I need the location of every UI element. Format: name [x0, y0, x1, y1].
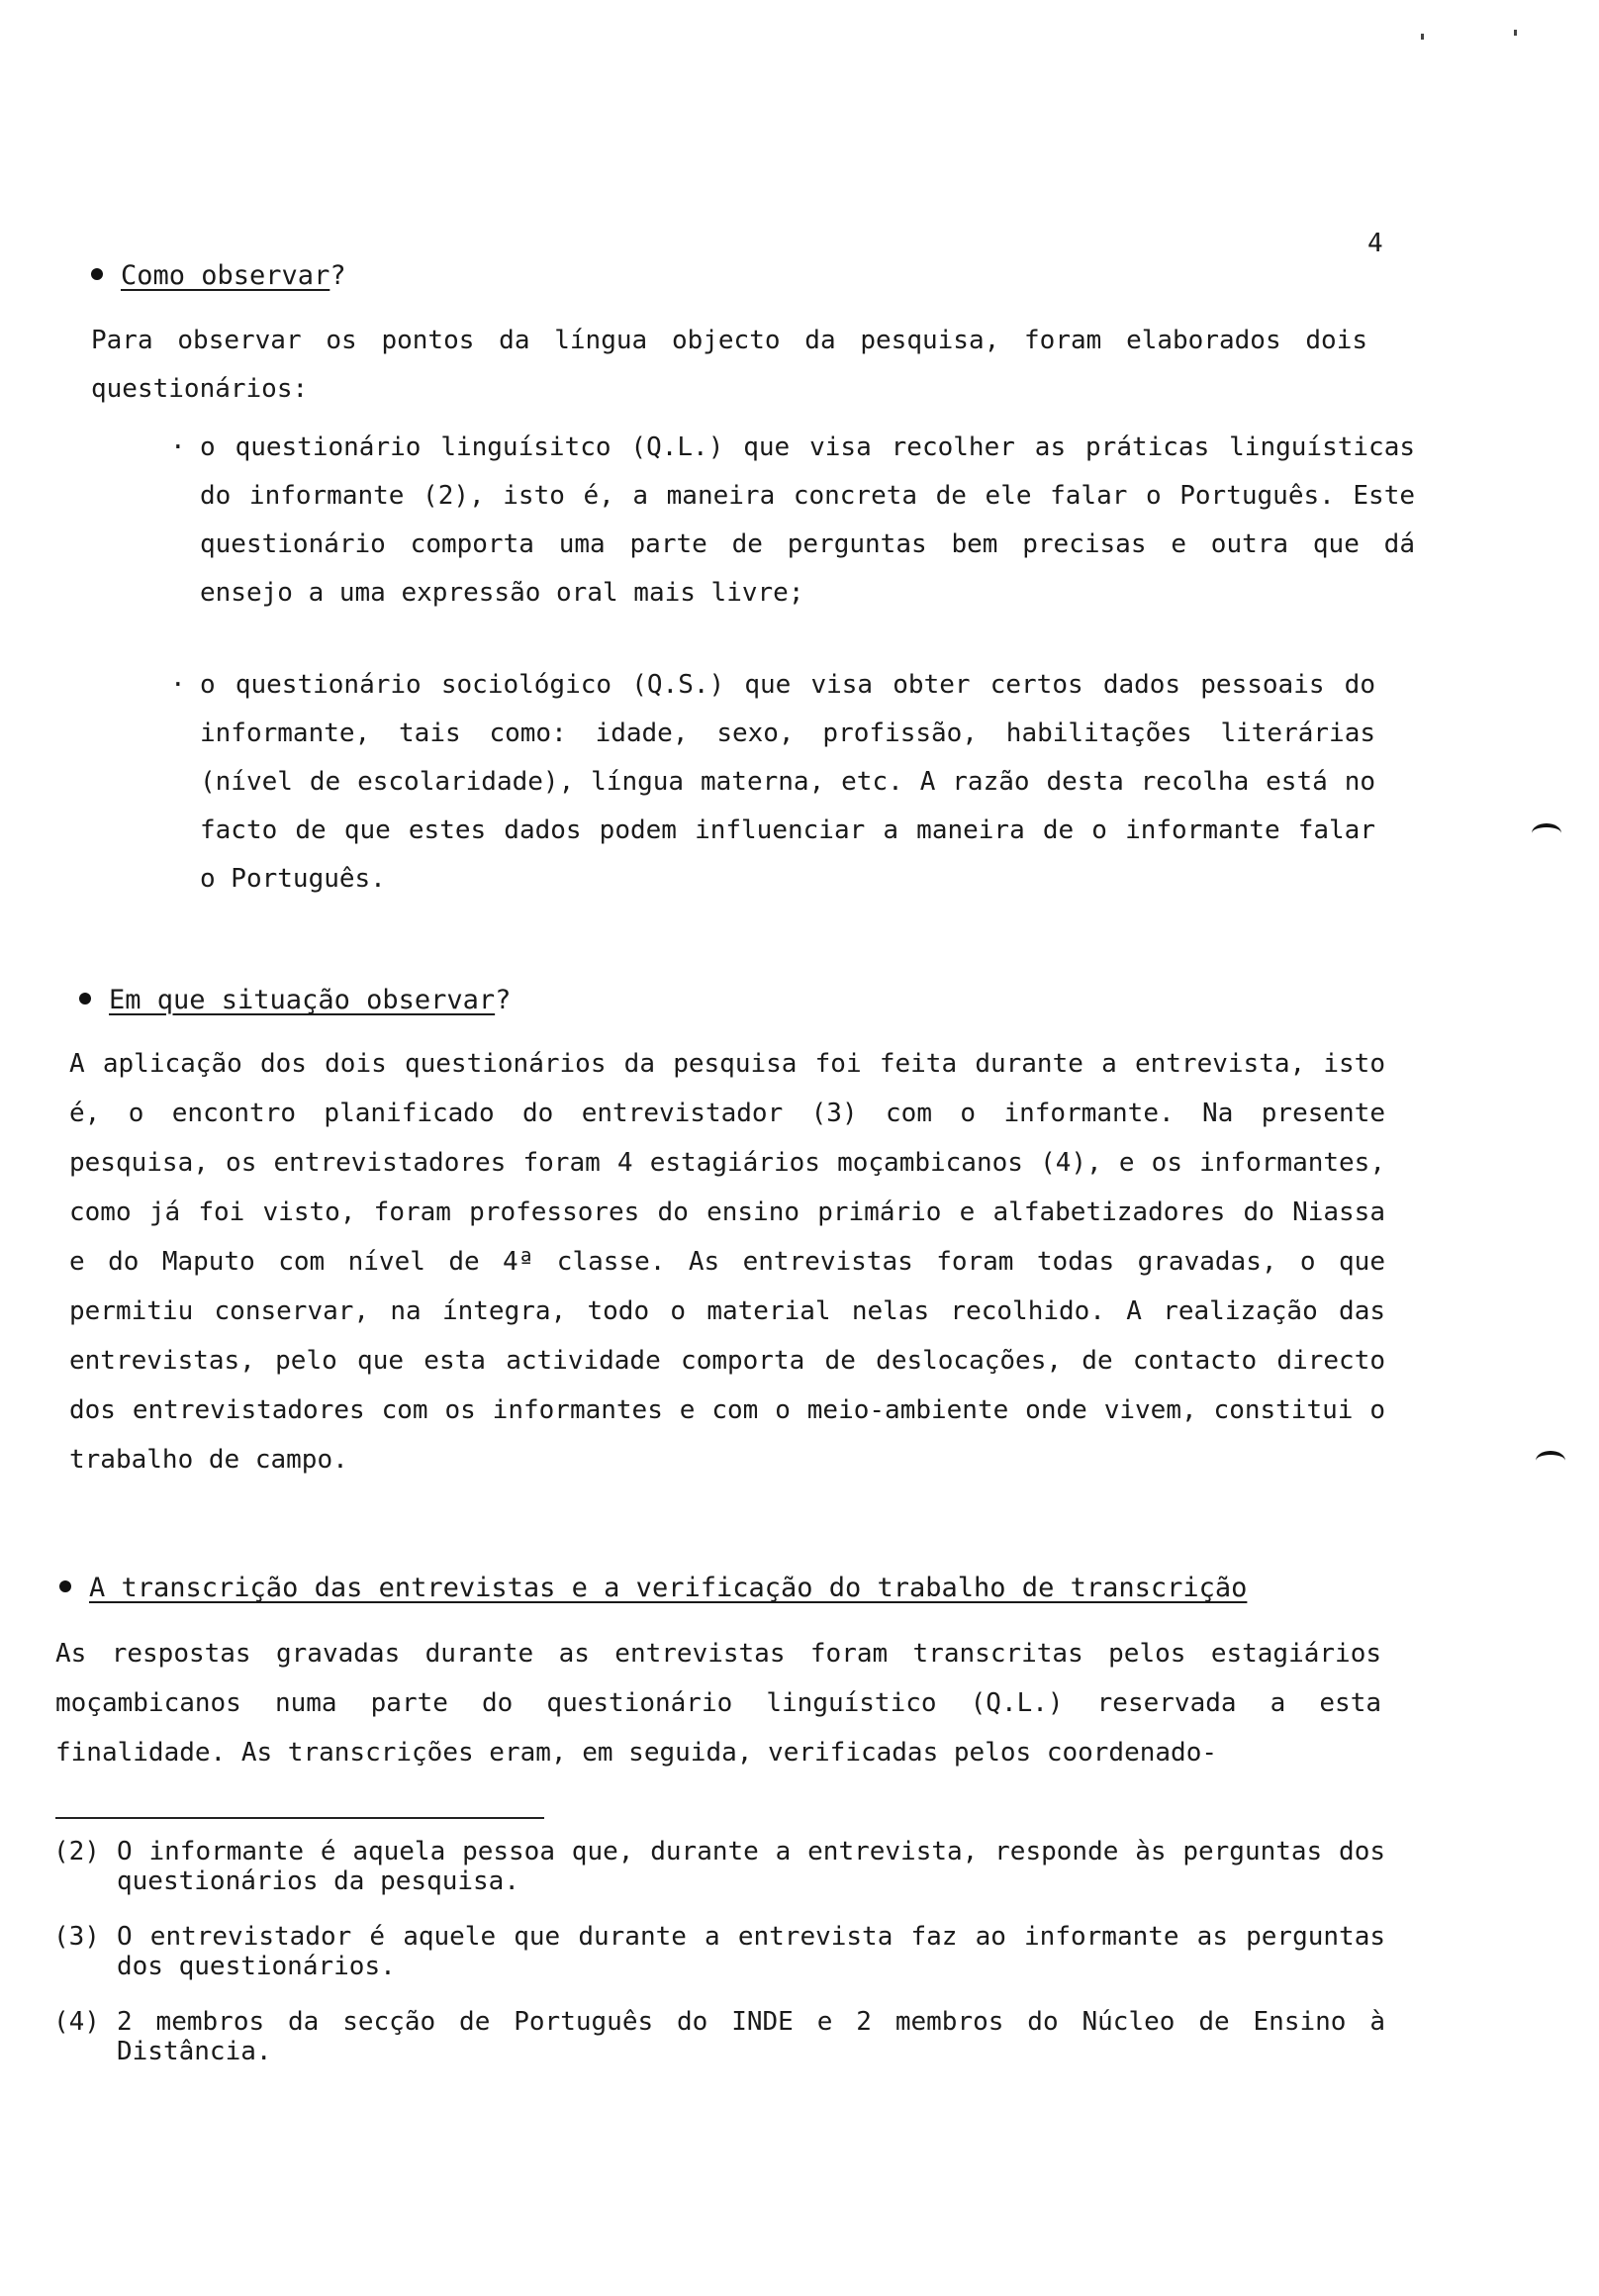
section-heading-em-que-situacao — [79, 984, 511, 1017]
bullet-icon — [79, 993, 91, 1004]
page-number: 4 — [1367, 229, 1383, 258]
footnote-text: O informante é aquela pessoa que, durante a entrevista, responde às perguntas dos questionários da pesquisa. — [117, 1837, 1385, 1896]
bullet-icon — [59, 1580, 71, 1592]
footnote-text: O entrevistador é aquele que durante a entrevista faz ao informante as perguntas dos questionários. — [117, 1922, 1385, 1981]
footnote-divider — [55, 1817, 544, 1819]
list-item — [170, 661, 1375, 904]
footnote-mark: (3) — [53, 1922, 100, 1952]
heading-text: A transcrição das entrevistas e a verificação do trabalho de transcrição — [89, 1573, 1248, 1603]
scan-speck — [1421, 34, 1424, 40]
list-marker: · — [170, 432, 186, 462]
section-heading-transcricao — [59, 1572, 1247, 1605]
list-item-text: o questionário linguísitco (Q.L.) que visa recolher as práticas linguísticas do informante (2), isto é, a maneira concreta de ele falar o Português. Este questionário comporta uma parte de perguntas bem precisas e outra que dá ensejo a uma expressão oral mais livre; — [200, 432, 1415, 608]
section-heading-como-observar — [91, 259, 346, 293]
footnote-mark: (4) — [53, 2007, 100, 2037]
scan-margin-mark — [1532, 823, 1561, 843]
list-item-text: o questionário sociológico (Q.S.) que visa obter certos dados pessoais do informante, tais como: idade, sexo, profissão, habilitações literárias (nível de escolaridade), língua materna, etc. A razão desta recolha está no facto de que estes dados podem influenciar a maneira de o informante falar o Português. — [200, 670, 1375, 894]
scan-margin-mark — [1536, 1451, 1565, 1471]
bullet-icon — [91, 268, 103, 280]
intro-paragraph: Para observar os pontos da língua objecto da pesquisa, foram elaborados dois questionários: — [91, 326, 1367, 404]
heading-suffix: ? — [495, 985, 512, 1015]
footnote-mark: (2) — [53, 1837, 100, 1866]
footnote — [53, 1837, 1385, 1896]
footnote — [53, 1922, 1385, 1981]
list-item — [170, 424, 1415, 618]
heading-suffix: ? — [329, 260, 346, 291]
transcricao-paragraph: As respostas gravadas durante as entrevistas foram transcritas pelos estagiários moçambicanos numa parte do questionário linguístico (Q.L.) reservada a esta finalidade. As transcrições eram, em seguida, verificadas pelos coordenado- — [55, 1639, 1381, 1768]
footnote-text: 2 membros da secção de Português do INDE e 2 membros do Núcleo de Ensino à Distância. — [117, 2007, 1385, 2066]
situacao-paragraph: A aplicação dos dois questionários da pesquisa foi feita durante a entrevista, isto é, o encontro planificado do entrevistador (3) com o informante. Na presente pesquisa, os entrevistadores foram 4 estagiários moçambicanos (4), e os informantes, como já foi visto, foram professores do ensino primário e alfabetizadores do Niassa e do Maputo com nível de 4ª classe. As entrevistas foram todas gravadas, o que permitiu conservar, na íntegra, todo o material nelas recolhido. A realização das entrevistas, pelo que esta actividade comporta de deslocações, de contacto directo dos entrevistadores com os informantes e com o meio-ambiente onde vivem, constitui o trabalho de campo. — [69, 1049, 1385, 1475]
heading-text: Em que situação observar — [109, 985, 496, 1015]
heading-text: Como observar — [121, 260, 330, 291]
scan-speck — [1514, 30, 1517, 36]
footnote — [53, 2007, 1385, 2066]
list-marker: · — [170, 670, 186, 700]
